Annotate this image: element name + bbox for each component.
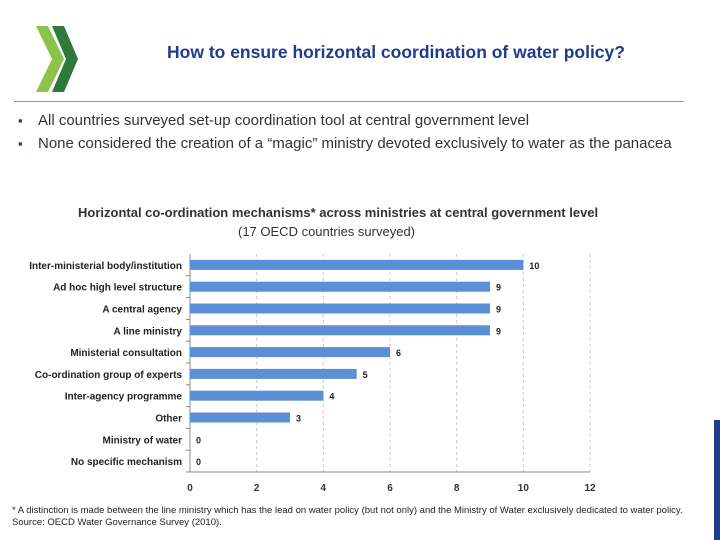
chart-subtitle: (17 OECD countries surveyed) [238,224,416,239]
bar [190,369,357,379]
data-label: 10 [529,260,540,271]
x-tick-label: 12 [584,483,596,494]
category-label: Ad hoc high level structure [53,282,182,294]
bullet-text: All countries surveyed set-up coordination tool at central government level [38,112,530,129]
square-bullet-icon: ▪ [18,136,23,151]
slide-edge-accent [714,420,720,540]
bar [190,304,490,314]
category-label: Co-ordination group of experts [34,369,182,381]
x-tick-label: 6 [387,483,393,494]
x-tick-label: 0 [187,483,193,494]
bullet-text: None considered the creation of a “magic” ministry devoted exclusively to water as the panacea [38,135,672,152]
bar [190,325,490,335]
x-tick-label: 2 [253,483,260,494]
footnote-text: * A distinction is made between the line ministry which has the lead on water policy (but not only) and the Ministry of Water exclusively dedicated to water policy. [12,505,683,516]
category-label: Ministry of water [102,435,182,447]
data-label: 0 [196,457,202,468]
data-label: 9 [496,282,502,293]
category-label: Other [155,413,182,425]
data-label: 0 [196,435,202,446]
bar [190,347,390,357]
data-label: 9 [496,304,502,315]
source-text: Source: OECD Water Governance Survey (2010). [12,517,222,528]
x-tick-label: 8 [453,483,460,494]
data-label: 9 [496,326,502,337]
bar [190,260,523,270]
category-label: Inter-agency programme [64,391,182,403]
data-label: 6 [396,348,402,359]
square-bullet-icon: ▪ [18,113,23,128]
bar [190,413,290,423]
category-label: Ministerial consultation [70,348,182,360]
data-label: 5 [362,369,368,380]
data-label: 3 [296,413,302,424]
chart-footnote [12,505,712,529]
slide-title: How to ensure horizontal coordination of water policy? [167,42,625,62]
category-label: No specific mechanism [70,457,182,469]
bar [190,391,323,401]
chart-title: Horizontal co-ordination mechanisms* across ministries at central government level [78,205,599,220]
category-label: A central agency [102,304,182,316]
x-tick-label: 10 [517,483,529,494]
category-label: A line ministry [113,326,182,338]
category-label: Inter-ministerial body/institution [29,260,182,272]
bar [190,282,490,292]
x-tick-label: 4 [320,483,327,494]
data-label: 4 [329,391,335,402]
